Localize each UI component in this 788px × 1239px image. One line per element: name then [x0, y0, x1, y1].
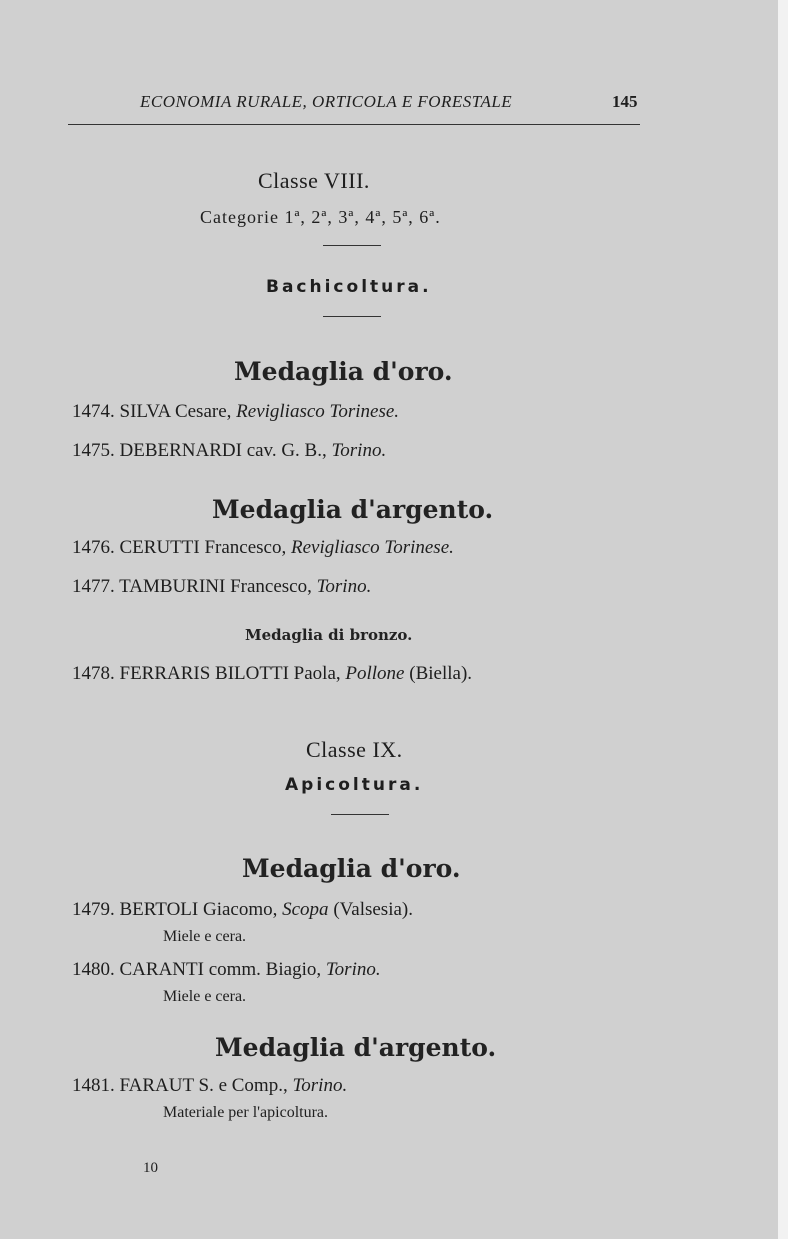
- entry-name: FARAUT S. e Comp.,: [119, 1075, 288, 1096]
- entry-1474: [72, 401, 399, 423]
- entry-number: 1477.: [72, 576, 115, 597]
- page-edge: [778, 0, 788, 1239]
- entry-name: DEBERNARDI cav. G. B.,: [119, 440, 327, 461]
- entry-description: Materiale per l'apicoltura.: [163, 1104, 329, 1121]
- class-ix-subject: Apicoltura.: [285, 775, 424, 795]
- header-rule: [68, 124, 640, 125]
- divider: [323, 316, 381, 317]
- entry-place: Torino.: [292, 1075, 348, 1096]
- entry-number: 1476.: [72, 537, 115, 558]
- entry-1478: [72, 663, 472, 685]
- entry-place: Revigliasco Torinese.: [236, 401, 400, 422]
- award-heading-gold: Medaglia d'oro.: [234, 357, 453, 386]
- running-header: ECONOMIA RURALE, ORTICOLA E FORESTALE: [140, 92, 513, 111]
- signature-mark: 10: [143, 1160, 158, 1176]
- entry-name: BERTOLI Giacomo,: [119, 899, 278, 920]
- entry-1477: [72, 576, 371, 598]
- class-viii-title: Classe VIII.: [258, 168, 370, 193]
- entry-place: Torino.: [331, 440, 387, 461]
- entry-place: Torino.: [325, 959, 381, 980]
- entry-1481: [72, 1075, 347, 1097]
- entry-1480: [72, 959, 381, 981]
- page-number: 145: [612, 92, 638, 111]
- entry-place: Pollone: [345, 663, 405, 684]
- entry-number: 1480.: [72, 959, 115, 980]
- divider: [323, 245, 381, 246]
- award-heading-silver: Medaglia d'argento.: [212, 495, 494, 524]
- entry-number: 1474.: [72, 401, 115, 422]
- entry-number: 1479.: [72, 899, 115, 920]
- entry-name: FERRARIS BILOTTI Paola,: [119, 663, 341, 684]
- entry-name: TAMBURINI Francesco,: [119, 576, 312, 597]
- entry-1479: [72, 899, 413, 921]
- entry-place: Revigliasco Torinese.: [290, 537, 454, 558]
- entry-name: CERUTTI Francesco,: [119, 537, 287, 558]
- entry-name: SILVA Cesare,: [119, 401, 232, 422]
- entry-1475: [72, 440, 386, 462]
- entry-number: 1481.: [72, 1075, 115, 1096]
- award-heading-silver: Medaglia d'argento.: [215, 1033, 497, 1062]
- award-heading-bronze: Medaglia di bronzo.: [245, 626, 413, 644]
- divider: [331, 814, 389, 815]
- entry-description: Miele e cera.: [163, 928, 247, 945]
- entry-number: 1475.: [72, 440, 115, 461]
- class-viii-categories: Categorie 1ª, 2ª, 3ª, 4ª, 5ª, 6ª.: [200, 207, 441, 227]
- entry-1476: [72, 537, 454, 559]
- entry-region: (Valsesia).: [333, 899, 413, 920]
- class-ix-title: Classe IX.: [306, 737, 403, 762]
- entry-number: 1478.: [72, 663, 115, 684]
- class-viii-subject: Bachicoltura.: [266, 277, 432, 297]
- entry-name: CARANTI comm. Biagio,: [119, 959, 322, 980]
- award-heading-gold: Medaglia d'oro.: [242, 854, 461, 883]
- entry-description: Miele e cera.: [163, 988, 247, 1005]
- entry-place: Torino.: [316, 576, 372, 597]
- entry-region: (Biella).: [409, 663, 473, 684]
- entry-place: Scopa: [282, 899, 329, 920]
